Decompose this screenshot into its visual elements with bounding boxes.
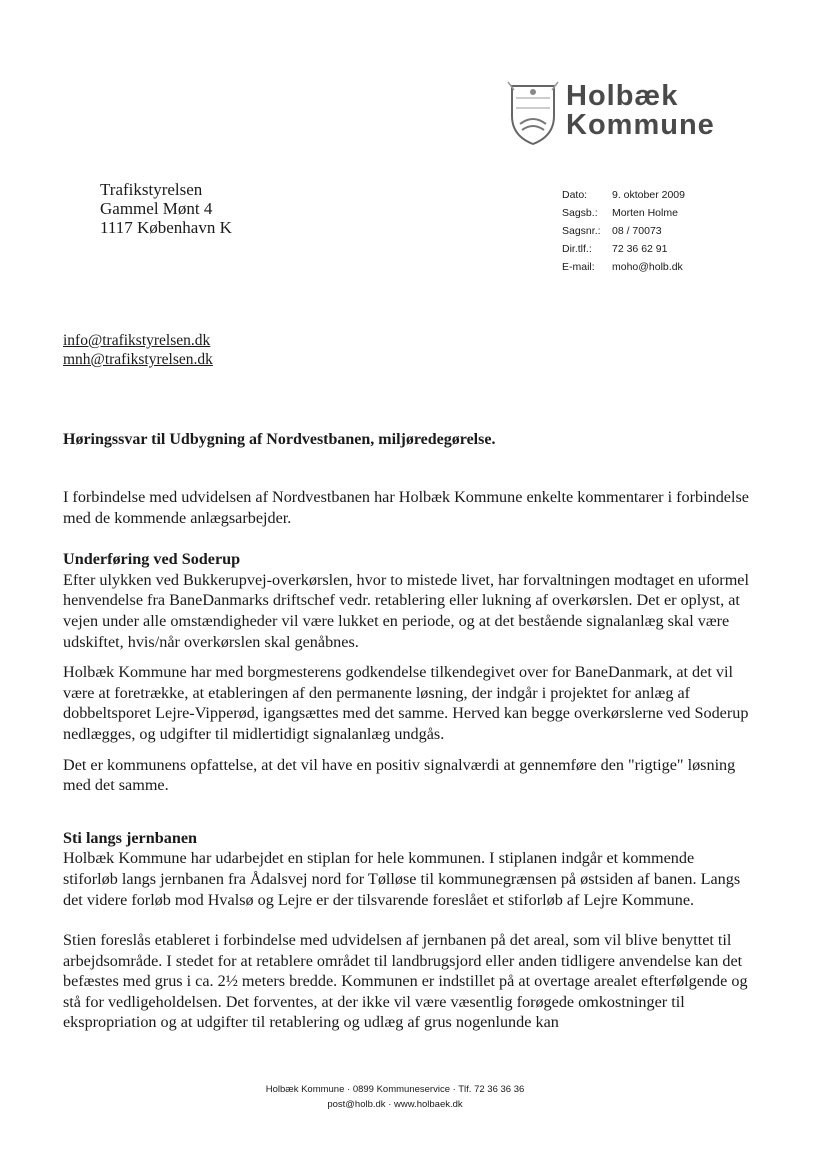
body-paragraph: Efter ulykken ved Bukkerupvej-overkørslen, hvor to mistede livet, har forvaltningen modtaget en uformel henvendelse fra BaneDanmarks driftschef vedr. retablering eller lukning af overkørslen. Det er oplyst, at vejen under alle omstændigheder vil være lukket en periode, og at det bestående signalanlæg skal være udskiftet, hvis/når overkørslen skal genåbnes. <box>63 570 749 651</box>
recipient-address <box>100 180 232 237</box>
letter-subject: Høringssvar til Udbygning af Nordvestbanen, miljøredegørelse. <box>63 431 496 448</box>
meta-value: 9. oktober 2009 <box>612 189 685 201</box>
meta-direct-phone <box>562 240 685 258</box>
meta-value: moho@holb.dk <box>612 261 683 273</box>
meta-label: E-mail: <box>562 261 595 273</box>
footer-web: post@holb.dk · www.holbaek.dk <box>327 1099 463 1110</box>
meta-value: Morten Holme <box>612 207 678 219</box>
meta-value: 72 36 62 91 <box>612 243 668 255</box>
meta-case-number <box>562 222 685 240</box>
meta-caseworker <box>562 204 685 222</box>
logo-name: Holbæk <box>566 80 679 112</box>
letter-body <box>63 487 751 1033</box>
footer-contact: Holbæk Kommune · 0899 Kommuneservice · Tlf. 72 36 36 36 <box>265 1084 525 1095</box>
intro-paragraph: I forbindelse med udvidelsen af Nordvestbanen har Holbæk Kommune enkelte kommentarer i forbindelse med de kommende anlægsarbejder. <box>63 488 749 527</box>
meta-email <box>562 258 685 276</box>
body-paragraph: Det er kommunens opfattelse, at det vil have en positiv signalværdi at gennemføre den "rigtige" løsning med det samme. <box>63 755 736 795</box>
municipality-logo <box>506 78 746 150</box>
meta-label: Sagsb.: <box>562 207 598 219</box>
address-line: Gammel Mønt 4 <box>100 199 213 218</box>
address-line: Trafikstyrelsen <box>100 180 203 199</box>
recipient-emails <box>63 331 213 369</box>
meta-date <box>562 186 685 204</box>
meta-label: Sagsnr.: <box>562 225 601 237</box>
meta-label: Dato: <box>562 189 588 201</box>
body-paragraph: Holbæk Kommune har udarbejdet en stiplan for hele kommunen. I stiplanen indgår et kommende stiforløb langs jernbanen fra Ådalsvej nord for Tølløse til kommunegrænsen på østsiden af banen. Langs det videre forløb mod Hvalsø og Lejre er der tilsvarende foreslået et stiforløb af Lejre Kommune. <box>63 849 741 909</box>
coat-of-arms-icon <box>506 78 560 148</box>
address-line: 1117 København K <box>100 218 232 237</box>
section-heading: Underføring ved Soderup <box>63 550 241 569</box>
logo-subtitle: Kommune <box>566 109 715 141</box>
section-heading: Sti langs jernbanen <box>63 828 198 847</box>
meta-label: Dir.tlf.: <box>562 243 592 255</box>
body-paragraph: Stien foreslås etableret i forbindelse med udvidelsen af jernbanen på det areal, som vil blive benyttet til arbejdsområde. I stedet for at retablere området til landbrugsjord eller anden tidligere anvendelse kan det befæstes med grus i ca. 2½ meters bredde. Kommunen er indstillet på at overtage arealet efterfølgende og stå for vedligeholdelsen. Det forventes, at der ikke vil være væsentlig forøgede omkostninger til ekspropriation og at udgifter til retablering og udlæg af grus nogenlunde kan <box>63 931 748 1032</box>
email-link[interactable]: info@trafikstyrelsen.dk <box>63 332 211 349</box>
page-footer <box>0 1082 790 1112</box>
meta-value: 08 / 70073 <box>612 225 662 237</box>
body-paragraph: Holbæk Kommune har med borgmesterens godkendelse tilkendegivet over for BaneDanmark, at det vil være at foretrække, at etableringen af den permanente løsning, der indgår i projektet for anlæg af dobbeltsporet Lejre-Vipperød, igangsættes med det samme. Herved kan begge overkørslerne ved Soderup nedlægges, og udgifter til midlertidigt signalanlæg undgås. <box>63 663 749 743</box>
letter-metadata <box>562 186 685 276</box>
email-link[interactable]: mnh@trafikstyrelsen.dk <box>63 351 213 368</box>
